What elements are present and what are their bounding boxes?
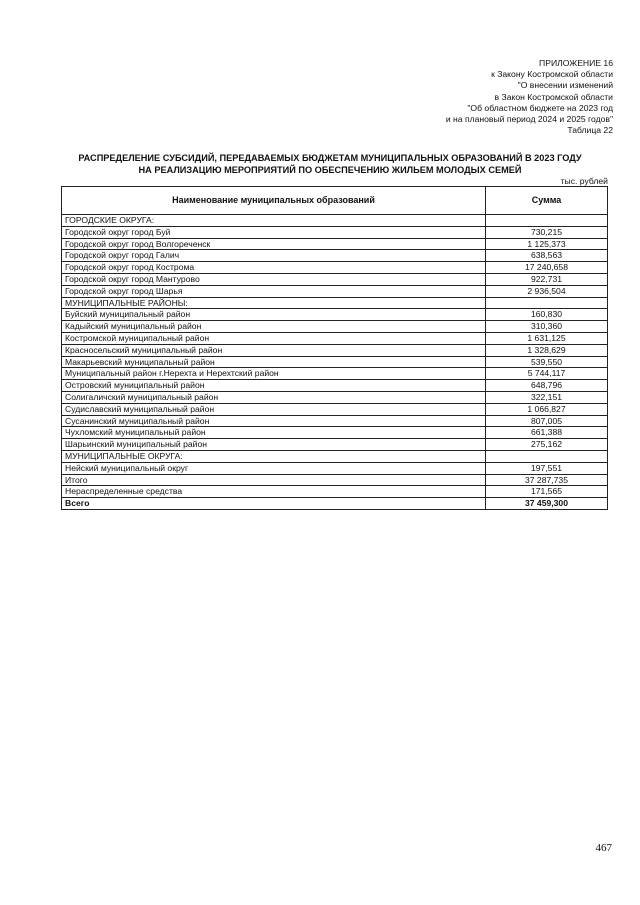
subsidies-table <box>61 186 608 510</box>
row-sum: 275,162 <box>486 439 608 451</box>
appendix-header <box>446 58 613 136</box>
row-name: Красносельский муниципальный район <box>62 344 486 356</box>
row-name: Всего <box>62 498 486 510</box>
row-sum: 648,796 <box>486 380 608 392</box>
row-name: Городской округ город Буй <box>62 226 486 238</box>
table-row <box>62 250 608 262</box>
table-row <box>62 273 608 285</box>
row-name: Шарьинский муниципальный район <box>62 439 486 451</box>
row-sum <box>486 450 608 462</box>
row-sum <box>486 297 608 309</box>
table-row <box>62 474 608 486</box>
row-sum: 37 287,735 <box>486 474 608 486</box>
table-row <box>62 215 608 227</box>
row-name: Муниципальный район г.Нерехта и Нерехтский район <box>62 368 486 380</box>
row-name: Судиславский муниципальный район <box>62 403 486 415</box>
row-sum: 310,360 <box>486 321 608 333</box>
document-title <box>40 153 620 176</box>
row-sum: 37 459,300 <box>486 498 608 510</box>
header-line: ПРИЛОЖЕНИЕ 16 <box>539 58 613 68</box>
table-row <box>62 238 608 250</box>
row-name: Макарьевский муниципальный район <box>62 356 486 368</box>
table-row <box>62 391 608 403</box>
row-name: Островский муниципальный район <box>62 380 486 392</box>
row-sum: 2 936,504 <box>486 285 608 297</box>
table-row <box>62 285 608 297</box>
row-sum: 1 328,629 <box>486 344 608 356</box>
row-name: Нейский муниципальный округ <box>62 462 486 474</box>
row-name: Костромской муниципальный район <box>62 332 486 344</box>
row-sum: 661,388 <box>486 427 608 439</box>
row-name: МУНИЦИПАЛЬНЫЕ ОКРУГА: <box>62 450 486 462</box>
table-row <box>62 344 608 356</box>
table-header-row <box>62 187 608 215</box>
header-line: в Закон Костромской области <box>494 91 613 102</box>
table-row <box>62 403 608 415</box>
table-row <box>62 262 608 274</box>
table-row <box>62 498 608 510</box>
row-name: МУНИЦИПАЛЬНЫЕ РАЙОНЫ: <box>62 297 486 309</box>
header-line: к Закону Костромской области <box>491 69 613 80</box>
table-row <box>62 486 608 498</box>
table-row <box>62 309 608 321</box>
row-name: Городской округ город Мантурово <box>62 273 486 285</box>
table-row <box>62 427 608 439</box>
header-line: "Об областном бюджете на 2023 год <box>467 102 613 113</box>
table-row <box>62 439 608 451</box>
row-name: Городской округ город Кострома <box>62 262 486 274</box>
row-sum: 322,151 <box>486 391 608 403</box>
table-row <box>62 450 608 462</box>
row-sum: 638,563 <box>486 250 608 262</box>
column-header-sum: Сумма <box>486 187 608 215</box>
table-body <box>62 215 608 510</box>
table-row <box>62 356 608 368</box>
row-name: ГОРОДСКИЕ ОКРУГА: <box>62 215 486 227</box>
row-sum: 922,731 <box>486 273 608 285</box>
row-name: Солигаличский муниципальный район <box>62 391 486 403</box>
row-sum: 197,551 <box>486 462 608 474</box>
row-name: Городской округ город Волгореченск <box>62 238 486 250</box>
row-name: Буйский муниципальный район <box>62 309 486 321</box>
header-line: и на плановый период 2024 и 2025 годов" <box>445 114 613 125</box>
header-line: "О внесении изменений <box>517 80 613 91</box>
row-sum: 1 125,373 <box>486 238 608 250</box>
table-row <box>62 332 608 344</box>
row-name: Сусанинский муниципальный район <box>62 415 486 427</box>
table-row <box>62 462 608 474</box>
row-name: Кадыйский муниципальный район <box>62 321 486 333</box>
table-row <box>62 380 608 392</box>
row-sum: 5 744,117 <box>486 368 608 380</box>
page-number: 467 <box>595 842 612 854</box>
table-row <box>62 226 608 238</box>
table-row <box>62 297 608 309</box>
row-sum: 17 240,658 <box>486 262 608 274</box>
column-header-name: Наименование муниципальных образований <box>62 187 486 215</box>
row-name: Городской округ город Галич <box>62 250 486 262</box>
row-sum: 1 066,827 <box>486 403 608 415</box>
row-sum: 730,215 <box>486 226 608 238</box>
row-sum <box>486 215 608 227</box>
title-line-2: НА РЕАЛИЗАЦИЮ МЕРОПРИЯТИЙ ПО ОБЕСПЕЧЕНИЮ ЖИЛЬЕМ МОЛОДЫХ СЕМЕЙ <box>138 164 522 175</box>
header-line: Таблица 22 <box>567 125 613 136</box>
row-name: Городской округ город Шарья <box>62 285 486 297</box>
row-name: Нераспределенные средства <box>62 486 486 498</box>
table-row <box>62 368 608 380</box>
table-row <box>62 415 608 427</box>
units-label: тыс. рублей <box>560 176 608 186</box>
row-sum: 171,565 <box>486 486 608 498</box>
table-row <box>62 321 608 333</box>
row-sum: 1 631,125 <box>486 332 608 344</box>
row-sum: 160,830 <box>486 309 608 321</box>
row-sum: 807,005 <box>486 415 608 427</box>
row-sum: 539,550 <box>486 356 608 368</box>
row-name: Итого <box>62 474 486 486</box>
row-name: Чухломский муниципальный район <box>62 427 486 439</box>
title-line-1: РАСПРЕДЕЛЕНИЕ СУБСИДИЙ, ПЕРЕДАВАЕМЫХ БЮДЖЕТАМ МУНИЦИПАЛЬНЫХ ОБРАЗОВАНИЙ В 2023 ГОДУ <box>78 153 582 163</box>
